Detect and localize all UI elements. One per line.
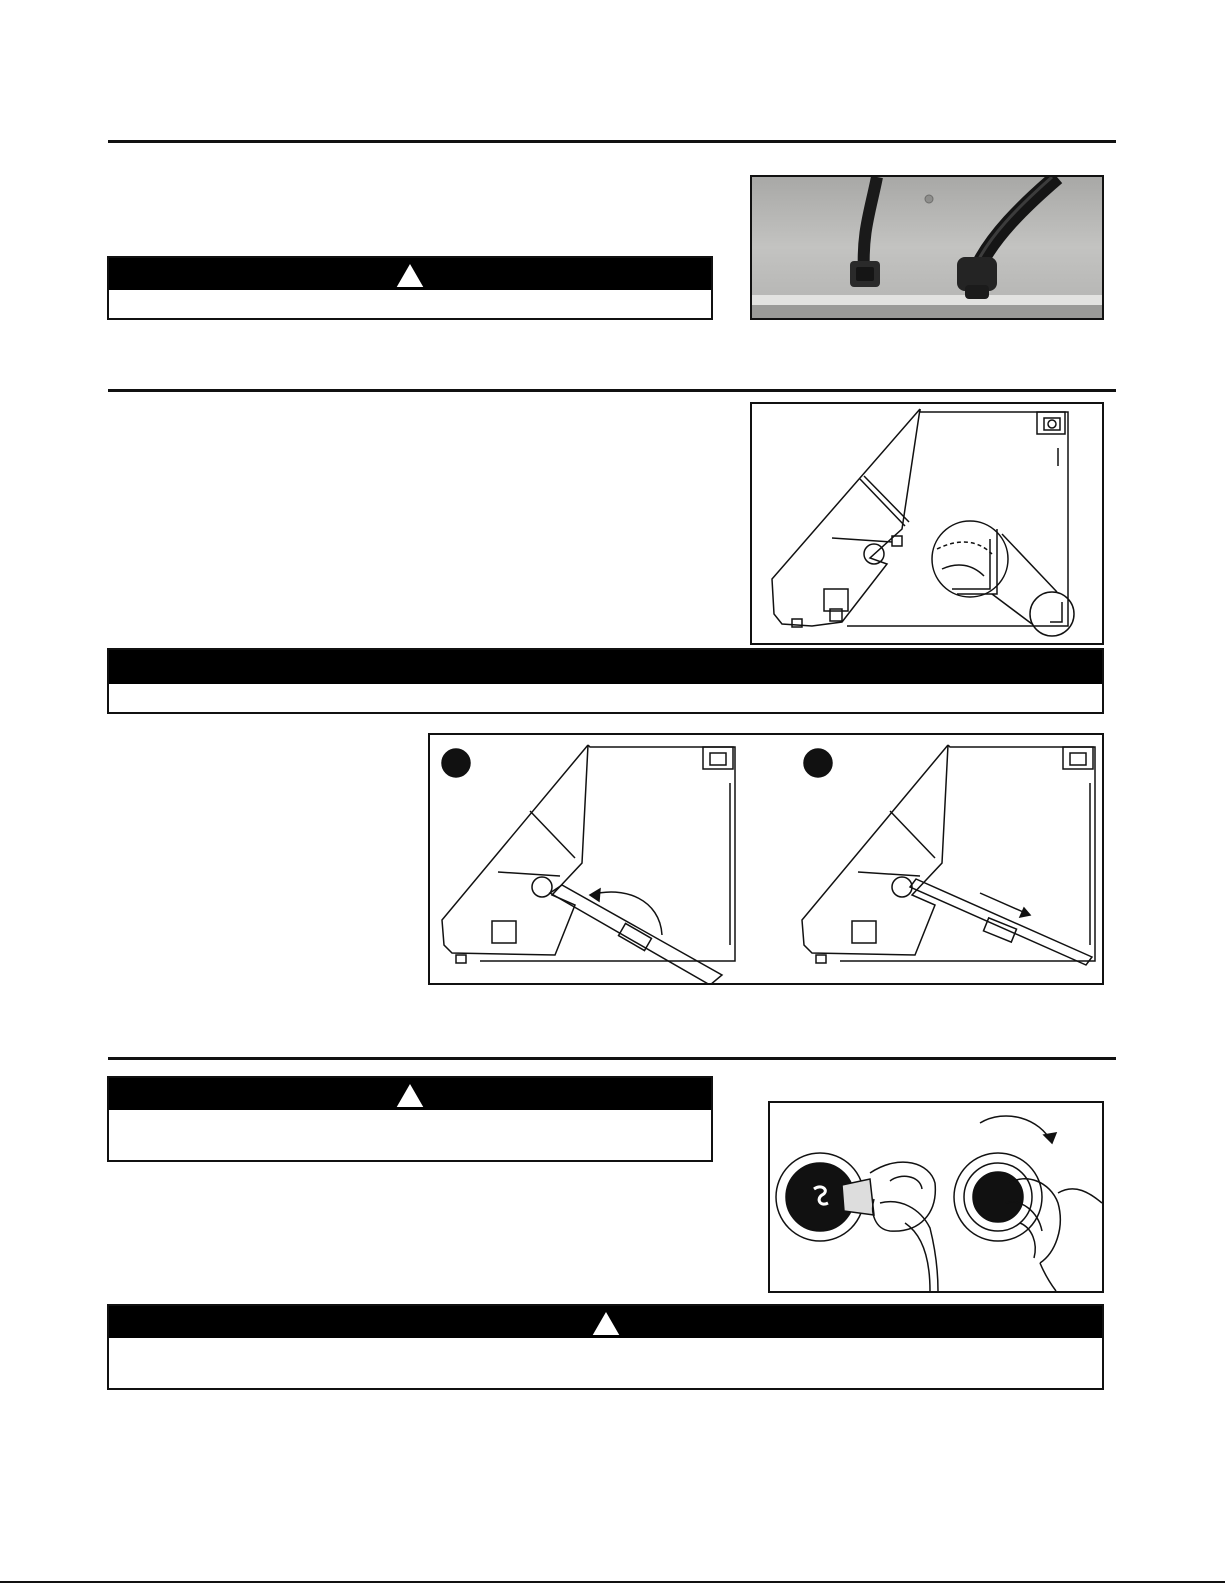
panel-step-diagram-icon xyxy=(430,735,1102,983)
footer-rule xyxy=(0,1581,1225,1583)
warning-box-1 xyxy=(107,256,713,320)
section-rule-3 xyxy=(108,1057,1116,1060)
warning-header-bar xyxy=(109,1078,711,1110)
section-rule-1 xyxy=(108,140,1116,143)
figure-panel-hinge-detail xyxy=(750,402,1104,645)
step-marker-2 xyxy=(804,749,832,777)
warning-box-4 xyxy=(107,1304,1104,1390)
cable-grommet-photo xyxy=(752,177,1102,318)
step-marker-1 xyxy=(442,749,470,777)
panel-hinge-detail-icon xyxy=(752,404,1102,643)
figure-cable-grommets xyxy=(750,175,1104,320)
warning-header-bar xyxy=(109,258,711,290)
warning-box-3 xyxy=(107,1076,713,1162)
section-rule-2 xyxy=(108,389,1116,392)
warning-header-bar xyxy=(109,1306,1102,1338)
knob-removal-icon xyxy=(770,1103,1102,1291)
figure-knob-removal xyxy=(768,1101,1104,1293)
warning-triangle-icon xyxy=(589,1308,623,1338)
warning-triangle-icon xyxy=(393,1080,427,1110)
warning-box-2 xyxy=(107,648,1104,714)
figure-panel-steps xyxy=(428,733,1104,985)
warning-header-bar xyxy=(109,650,1102,684)
warning-triangle-icon xyxy=(393,260,427,290)
